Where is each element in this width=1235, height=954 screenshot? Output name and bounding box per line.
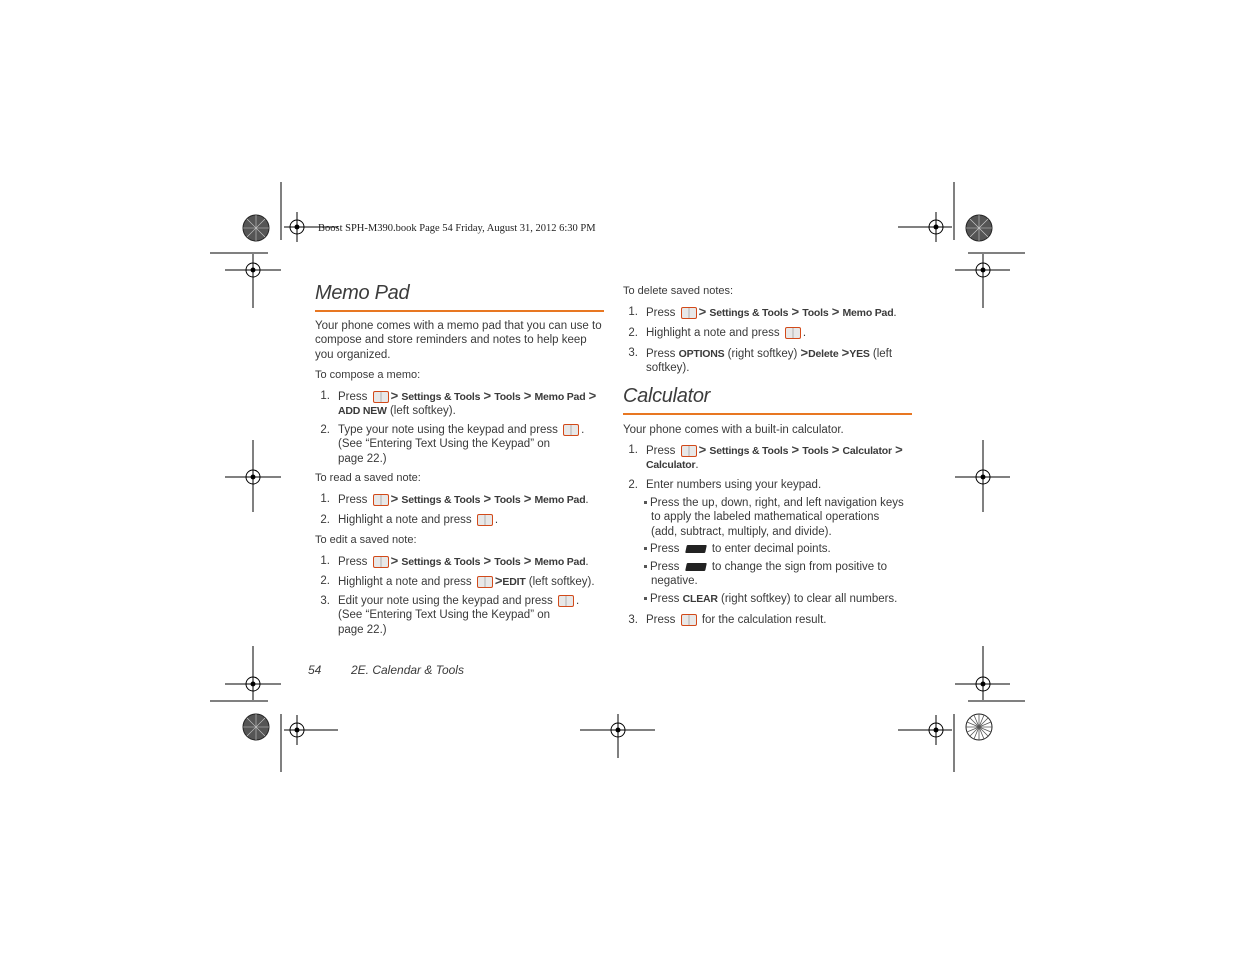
menu-path: Tools <box>802 307 829 319</box>
menu-key-icon <box>681 614 697 626</box>
step-text: (right softkey) <box>727 348 798 360</box>
step-text: (left softkey). <box>528 576 595 588</box>
step-text: Press <box>338 391 368 403</box>
title-rule <box>315 310 604 312</box>
menu-key-icon <box>373 391 389 403</box>
step-text: Edit your note using the keypad and press <box>338 595 553 607</box>
menu-path: Tools <box>494 494 521 506</box>
bullet-icon <box>644 565 647 568</box>
print-header: Boost SPH-M390.book Page 54 Friday, August 31, 2012 6:30 PM <box>318 223 596 234</box>
menu-path: Memo Pad <box>534 391 586 403</box>
step-text: (left softkey). <box>389 405 456 418</box>
menu-path: Calculator <box>646 459 696 472</box>
menu-key-icon <box>558 595 574 607</box>
calc-bullet-2 <box>644 542 914 556</box>
menu-path: Memo Pad <box>534 494 586 506</box>
sign-key-icon <box>685 563 707 571</box>
delete-label: To delete saved notes: <box>623 285 734 297</box>
menu-key-icon <box>785 327 801 339</box>
decimal-key-icon <box>685 545 707 553</box>
softkey-label: EDIT <box>502 576 526 588</box>
page-number: 54 <box>308 663 322 677</box>
bullet-text: (right softkey) to clear all numbers. <box>720 593 898 605</box>
bullet-text: Press <box>650 561 680 573</box>
section-name: 2E. Calendar & Tools <box>351 663 464 677</box>
step-text: page 22.) <box>338 452 387 465</box>
edit-label: To edit a saved note: <box>315 534 417 546</box>
calc-step-1: 1. Press > Settings & Tools > Tools > Calculator > Calculator. <box>628 442 903 472</box>
read-label: To read a saved note: <box>315 472 421 484</box>
menu-path: Settings & Tools <box>401 494 481 506</box>
memo-pad-title: Memo Pad <box>315 282 410 304</box>
read-step-2: 2. Highlight a note and press . <box>320 514 499 526</box>
bullet-text: to change the sign from positive to <box>711 561 887 573</box>
menu-path: Calculator <box>842 445 892 457</box>
menu-key-icon <box>563 424 579 436</box>
menu-path: Tools <box>494 391 521 403</box>
softkey-label: OPTIONS <box>678 348 725 360</box>
step-text: (See “Entering Text Using the Keypad” on <box>338 438 551 451</box>
step-text: Type your note using the keypad and press <box>338 424 558 436</box>
calc-bullet-3 <box>644 560 914 589</box>
menu-key-icon <box>477 514 493 526</box>
menu-path: Settings & Tools <box>401 556 481 568</box>
delete-step-2: 2. Highlight a note and press . <box>628 327 807 339</box>
calc-bullet-4 <box>644 592 914 606</box>
menu-key-icon <box>373 556 389 568</box>
menu-key-icon <box>477 576 493 588</box>
step-text: Highlight a note and press <box>338 576 472 588</box>
read-step-1: 1. Press > Settings & Tools > Tools > Memo Pad. <box>320 491 589 506</box>
step-text: Press <box>646 307 676 319</box>
step-text: Press <box>338 556 368 568</box>
bullet-text: to apply the labeled mathematical operations <box>651 511 880 524</box>
compose-label: To compose a memo: <box>315 369 421 381</box>
menu-path: Delete <box>808 348 839 360</box>
bullet-text: (add, subtract, multiply, and divide). <box>651 525 832 538</box>
edit-step-1: 1. Press > Settings & Tools > Tools > Memo Pad. <box>320 553 589 568</box>
menu-path: Memo Pad <box>842 307 894 319</box>
memo-intro: Your phone comes with a memo pad that you can use to compose and store reminders and notes to help keep you organized. <box>315 320 602 361</box>
menu-path: Settings & Tools <box>401 391 481 403</box>
menu-path: Tools <box>494 556 521 568</box>
compose-step-2: 2. Type your note using the keypad and press . (See “Entering Text Using the Keypad” on page 22.) <box>320 424 585 465</box>
calc-step-2: 2. Enter numbers using your keypad. <box>628 479 822 491</box>
step-text: (left <box>872 348 893 360</box>
step-text: for the calculation result. <box>701 614 827 626</box>
calculator-title: Calculator <box>623 385 711 407</box>
step-text: page 22.) <box>338 623 387 636</box>
bullet-icon <box>644 501 647 504</box>
menu-path: Tools <box>802 445 829 457</box>
edit-step-2: 2. Highlight a note and press >EDIT (left softkey). <box>320 573 595 588</box>
delete-step-3: 3. Press OPTIONS (right softkey) >Delete >YES (left softkey). <box>628 345 893 375</box>
step-text: Press <box>646 614 676 626</box>
compose-step-1: 1. Press > Settings & Tools > Tools > Memo Pad > ADD NEW (left softkey). <box>320 388 597 418</box>
calc-step-3: 3. Press for the calculation result. <box>628 614 827 626</box>
bullet-icon <box>644 547 647 550</box>
menu-key-icon <box>681 307 697 319</box>
softkey-label: ADD NEW <box>338 405 387 418</box>
softkey-label: YES <box>849 348 870 360</box>
step-text: softkey). <box>646 362 690 375</box>
edit-step-3: 3. Edit your note using the keypad and press . (See “Entering Text Using the Keypad” on page 22.) <box>320 595 580 636</box>
step-text: Enter numbers using your keypad. <box>646 479 822 491</box>
menu-path: Settings & Tools <box>709 307 789 319</box>
menu-path: Memo Pad <box>534 556 586 568</box>
bullet-text: negative. <box>651 575 698 588</box>
bullet-text: Press <box>650 543 680 555</box>
step-text: Press <box>338 494 368 506</box>
softkey-label: CLEAR <box>682 593 718 605</box>
bullet-icon <box>644 597 647 600</box>
bullet-text: Press <box>650 593 680 605</box>
step-text: Highlight a note and press <box>338 514 472 526</box>
menu-key-icon <box>681 445 697 457</box>
calculator-intro: Your phone comes with a built-in calculator. <box>623 424 844 436</box>
menu-path: Settings & Tools <box>709 445 789 457</box>
title-rule <box>623 413 912 415</box>
step-text: Highlight a note and press <box>646 327 780 339</box>
step-text: Press <box>646 445 676 457</box>
bullet-text: Press the up, down, right, and left navigation keys <box>650 497 904 509</box>
calc-bullet-1 <box>644 496 914 539</box>
step-text: (See “Entering Text Using the Keypad” on <box>338 609 551 622</box>
menu-key-icon <box>373 494 389 506</box>
delete-step-1: 1. Press > Settings & Tools > Tools > Memo Pad. <box>628 304 897 319</box>
bullet-text: to enter decimal points. <box>711 543 831 555</box>
step-text: Press <box>646 348 676 360</box>
